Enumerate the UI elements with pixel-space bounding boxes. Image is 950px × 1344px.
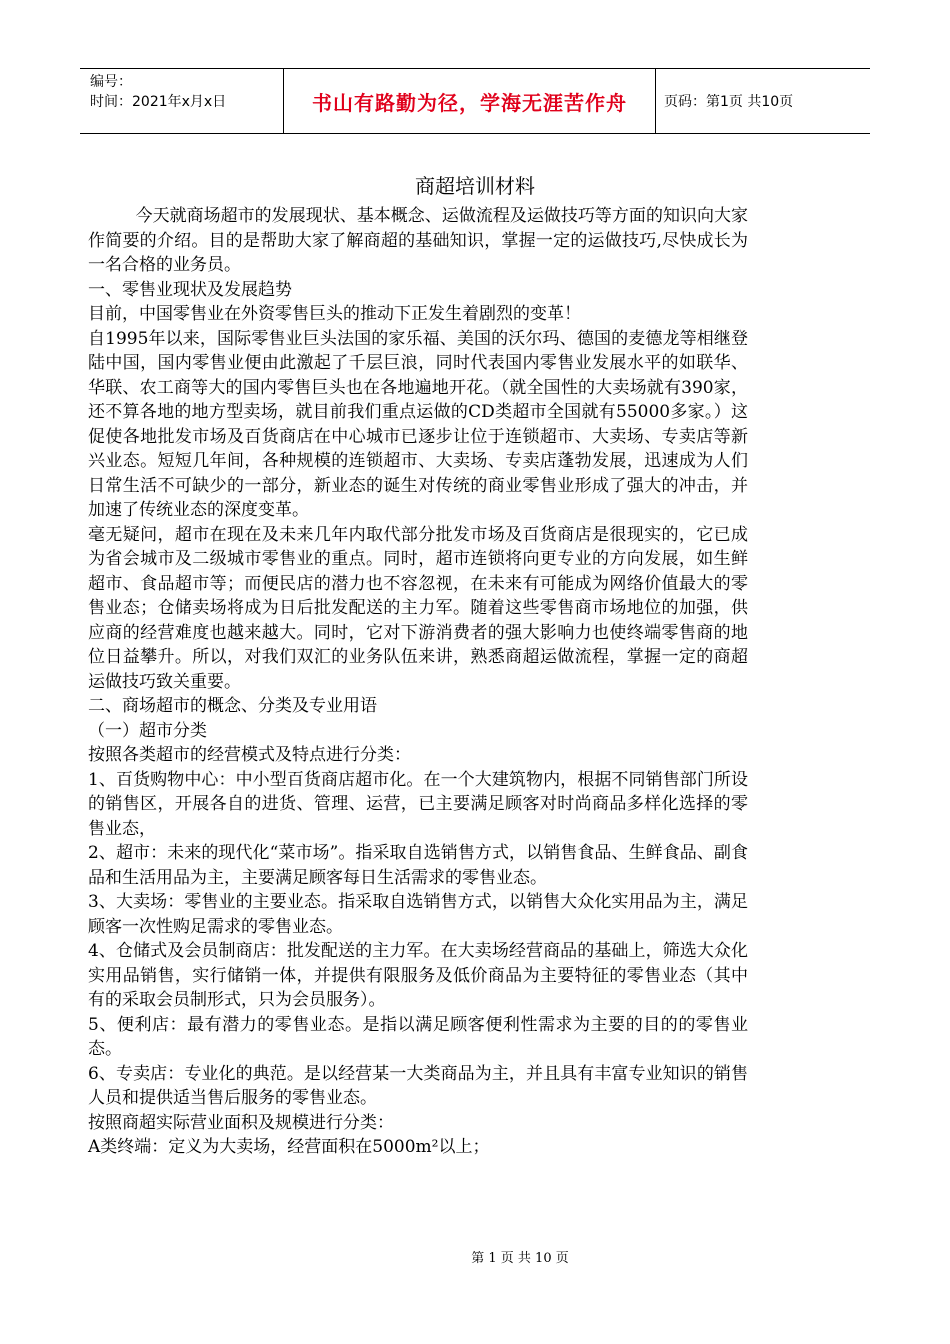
header-motto-cell <box>284 69 656 133</box>
paragraph: 自1995年以来，国际零售业巨头法国的家乐福、美国的沃尔玛、德国的麦德龙等相继登陆中国，国内零售业便由此激起了千层巨浪，同时代表国内零售业发展水平的如联华、华联、农工商等大的国内零售巨头也在各地遍地开花。（就全国性的大卖场就有390家，还不算各地的地方型卖场，就目前我们重点运做的CD类超市全国就有55000多家。）这促使各地批发市场及百货商店在中心城市已逐步让位于连锁超市、大卖场、专卖店等新兴业态。短短几年间，各种规模的连锁超市、大卖场、专卖店蓬勃发展，迅速成为人们日常生活不可缺少的一部分，新业态的诞生对传统的商业零售业形成了强大的冲击，并加速了传统业态的深度变革。 <box>88 328 748 520</box>
header-table <box>80 68 870 134</box>
header-page-cell <box>656 69 870 133</box>
paragraph: 目前，中国零售业在外资零售巨头的推动下正发生着剧烈的变革！ <box>88 304 581 324</box>
paragraph: A类终端：定义为大卖场，经营面积在5000m²以上； <box>88 1137 490 1157</box>
section-heading-1: 一、零售业现状及发展趋势 <box>88 279 292 300</box>
paragraph: 毫无疑问，超市在现在及未来几年内取代部分批发市场及百货商店是很现实的，它已成为省会城市及二级城市零售业的重点。同时，超市连锁将向更专业的方向发展，如生鲜超市、食品超市等；而便民店的潜力也不容忽视，在未来有可能成为网络价值最大的零售业态；仓储卖场将成为日后批发配送的主力军。随着这些零售商市场地位的加强，供应商的经营难度也越来越大。同时，它对下游消费者的强大影响力也使终端零售商的地位日益攀升。所以，对我们双汇的业务队伍来讲，熟悉商超运做流程，掌握一定的商超运做技巧致关重要。 <box>88 524 748 692</box>
document-title: 商超培训材料 <box>415 174 535 198</box>
document-number-label: 编号： <box>90 74 132 90</box>
list-item: 4、仓储式及会员制商店：批发配送的主力军。在大卖场经营商品的基础上，筛选大众化实用品销售，实行储销一体，并提供有限服务及低价商品为主要特征的零售业态（其中有的采取会员制形式，只为会员服务）。 <box>88 941 748 1010</box>
list-item: 2、超市：未来的现代化“菜市场”。指采取自选销售方式，以销售食品、生鲜食品、副食品和生活用品为主，主要满足顾客每日生活需求的零售业态。 <box>88 843 748 888</box>
paragraph-intro: 今天就商场超市的发展现状、基本概念、运做流程及运做技巧等方面的知识向大家作简要的介绍。目的是帮助大家了解商超的基础知识，掌握一定的运做技巧,尽快成长为一名合格的业务员。 <box>88 206 748 275</box>
list-item: 6、专卖店：专业化的典范。是以经营某一大类商品为主，并且具有丰富专业知识的销售人员和提供适当售后服务的零售业态。 <box>88 1063 748 1108</box>
subsection-heading: （一）超市分类 <box>88 720 207 741</box>
paragraph: 按照商超实际营业面积及规模进行分类： <box>88 1112 394 1133</box>
section-heading-2: 二、商场超市的概念、分类及专业用语 <box>88 696 377 716</box>
list-item: 3、大卖场：零售业的主要业态。指采取自选销售方式，以销售大众化实用品为主，满足顾客一次性购足需求的零售业态。 <box>88 892 748 937</box>
header-motto: 书山有路勤为径，学海无涯苦作舟 <box>312 90 627 115</box>
header-meta-cell <box>80 69 284 133</box>
document-time-label: 时间：2021年x月x日 <box>90 94 227 110</box>
header-page-info: 页码：第1页 共10页 <box>664 94 794 110</box>
page-footer: 第 1 页 共 10 页 <box>471 1251 569 1266</box>
list-item: 1、百货购物中心：中小型百货商店超市化。在一个大建筑物内，根据不同销售部门所设的销售区，开展各自的进货、管理、运营，已主要满足顾客对时尚商品多样化选择的零售业态， <box>88 769 748 839</box>
list-item: 5、便利店：最有潜力的零售业态。是指以满足顾客便利性需求为主要的目的的零售业态。 <box>88 1014 748 1059</box>
document-body <box>88 204 748 1160</box>
paragraph: 按照各类超市的经营模式及特点进行分类： <box>88 745 411 765</box>
